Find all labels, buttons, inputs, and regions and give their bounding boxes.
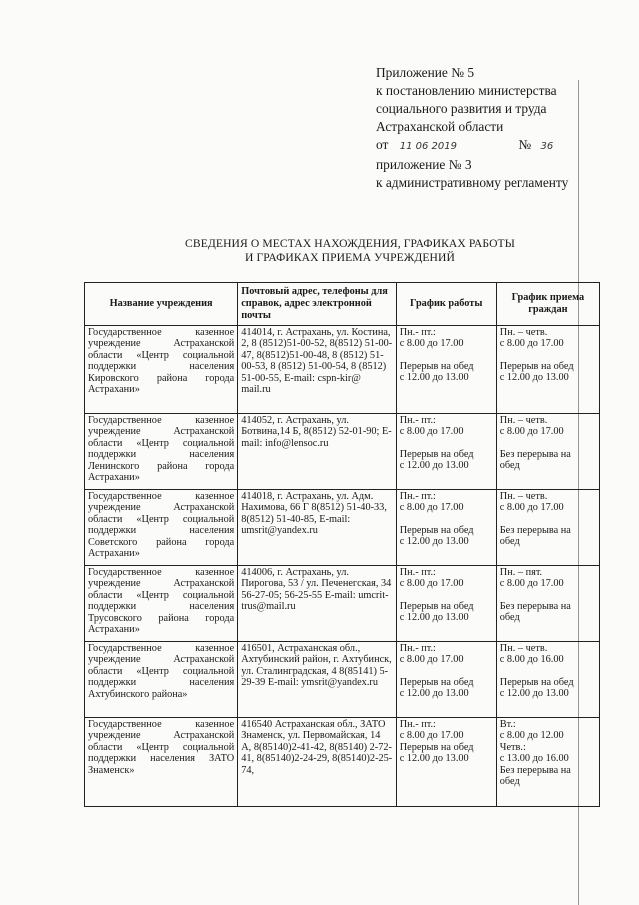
table-row	[85, 718, 600, 807]
work-hours: с 8.00 до 17.00	[399, 730, 464, 742]
institution-name: Государственное казенное учреждение Астраханской области «Центр социальной поддержки населения Ахтубинского района»	[85, 642, 238, 718]
appendix-date-line	[376, 136, 626, 156]
institution-address: 416540 Астраханская обл., ЗАТО Знаменск, ул. Первомайская, 14 А, 8(85140)2-41-42, 8(85140) 2-72-41, 8(85140)2-24-29, 8(85140)2-25-74,	[238, 718, 396, 807]
reception-days: Пн. – четв.	[499, 327, 548, 338]
work-schedule	[396, 326, 496, 414]
header-name: Название учреждения	[85, 283, 238, 326]
reception-days: Пн. – четв.	[499, 415, 548, 426]
work-break-hours: с 12.00 до 13.00	[399, 688, 469, 700]
work-days: Пн.- пт.:	[399, 491, 436, 502]
table-row	[85, 490, 600, 566]
reception-hours-tue: с 8.00 до 12.00	[499, 730, 564, 742]
reception-break-hours: с 12.00 до 13.00	[499, 688, 569, 700]
reception-schedule	[496, 642, 599, 718]
work-days: Пн.- пт.:	[399, 719, 436, 730]
appendix-line-6: приложение № 3	[376, 157, 472, 172]
institution-name: Государственное казенное учреждение Астраханской области «Центр социальной поддержки населения ЗАТО Знаменск»	[85, 718, 238, 807]
institution-address: 416501, Астраханская обл., Ахтубинский район, г. Ахтубинск, ул. Сталинградская, 4 8(85141) 5-29-39 E-mail: ymsrit@yandex.ru	[238, 642, 396, 718]
work-schedule	[396, 490, 496, 566]
work-break-label: Перерыв на обед	[399, 676, 474, 688]
institution-address: 414006, г. Астрахань, ул. Пирогова, 53 / ул. Печенегская, 34 56-27-05; 56-25-55 E-mail: umcrit-trus@mail.ru	[238, 566, 396, 642]
work-hours: с 8.00 до 17.00	[399, 338, 464, 350]
work-break-hours: с 12.00 до 13.00	[399, 753, 469, 765]
header-work-schedule: График работы	[396, 283, 496, 326]
appendix-line-4: Астраханской области	[376, 119, 504, 134]
handwritten-date: 11 06 2019	[399, 141, 457, 152]
handwritten-number: 36	[540, 141, 554, 152]
reception-break-label: Перерыв на обед	[499, 360, 574, 372]
work-hours: с 8.00 до 17.00	[399, 654, 464, 666]
reception-break-label: Без перерыва на	[499, 524, 571, 536]
reception-break-label: Без перерыва на	[499, 448, 571, 460]
reception-schedule	[496, 414, 599, 490]
work-break-label: Перерыв на обед	[399, 360, 474, 372]
work-break-hours: с 12.00 до 13.00	[399, 612, 469, 624]
header-address: Почтовый адрес, телефоны для справок, адрес электронной почты	[238, 283, 396, 326]
reception-schedule	[496, 718, 599, 807]
table-header-row	[85, 283, 600, 326]
institutions-table	[84, 282, 600, 807]
reception-break-label: Без перерыва на	[499, 600, 571, 612]
work-hours: с 8.00 до 17.00	[399, 578, 464, 590]
work-schedule	[396, 566, 496, 642]
reception-break-hours: обед	[499, 536, 520, 548]
institution-name: Государственное казенное учреждение Астраханской области «Центр социальной поддержки населения Кировского района города Астрахани»	[85, 326, 238, 414]
reception-hours: с 8.00 до 17.00	[499, 426, 564, 438]
reception-break-hours: с 12.00 до 13.00	[499, 372, 569, 384]
appendix-line-1: Приложение № 5	[376, 65, 475, 80]
institution-address: 414014, г. Астрахань, ул. Костина, 2, 8 (8512)51-00-52, 8(8512) 51-00-47, 8(8512)51-00-48, 8 (8512) 51-00-53, 8 (8512) 51-00-54, 8 (8512) 51-00-55, E-mail: cspn-kir@ mail.ru	[238, 326, 396, 414]
reception-break-label: Без перерыва на	[499, 764, 571, 776]
work-hours: с 8.00 до 17.00	[399, 502, 464, 514]
table-row	[85, 566, 600, 642]
institution-name: Государственное казенное учреждение Астраханской области «Центр социальной поддержки населения Трусовского района города Астрахани»	[85, 566, 238, 642]
work-break-label: Перерыв на обед	[399, 741, 474, 753]
table-row	[85, 414, 600, 490]
reception-days: Пн. – четв.	[499, 491, 548, 502]
reception-hours: с 8.00 до 17.00	[499, 502, 564, 514]
work-schedule	[396, 414, 496, 490]
number-prefix: №	[518, 137, 532, 152]
reception-days: Пн. – четв.	[499, 643, 548, 654]
reception-break-label: Перерыв на обед	[499, 676, 574, 688]
institution-address: 414052, г. Астрахань, ул. Ботвина,14 Б, 8(8512) 52-01-90; E-mail: info@lensoc.ru	[238, 414, 396, 490]
date-prefix: от	[376, 137, 389, 152]
appendix-block	[376, 64, 626, 192]
reception-day-tue: Вт.:	[499, 719, 516, 730]
reception-hours: с 8.00 до 17.00	[499, 578, 564, 590]
document-title	[90, 237, 610, 265]
reception-days: Пн. – пят.	[499, 567, 543, 578]
appendix-line-7: к административному регламенту	[376, 175, 569, 190]
work-days: Пн.- пт.:	[399, 415, 436, 426]
table-row	[85, 642, 600, 718]
appendix-line-2: к постановлению министерства	[376, 83, 557, 98]
reception-hours: с 8.00 до 16.00	[499, 654, 564, 666]
appendix-line-3: социального развития и труда	[376, 101, 547, 116]
title-line-2: И ГРАФИКАХ ПРИЕМА УЧРЕЖДЕНИЙ	[245, 251, 455, 264]
work-break-hours: с 12.00 до 13.00	[399, 372, 469, 384]
work-days: Пн.- пт.:	[399, 643, 436, 654]
institution-name: Государственное казенное учреждение Астраханской области «Центр социальной поддержки населения Советского района города Астрахани»	[85, 490, 238, 566]
work-break-label: Перерыв на обед	[399, 448, 474, 460]
work-break-hours: с 12.00 до 13.00	[399, 536, 469, 548]
work-days: Пн.- пт.:	[399, 327, 436, 338]
reception-hours-thu: с 13.00 до 16.00	[499, 753, 569, 765]
reception-break-hours: обед	[499, 612, 520, 624]
header-reception-schedule: График приема граждан	[496, 283, 599, 326]
work-break-hours: с 12.00 до 13.00	[399, 460, 469, 472]
work-days: Пн.- пт.:	[399, 567, 436, 578]
reception-schedule	[496, 566, 599, 642]
institution-address: 414018, г. Астрахань, ул. Адм. Нахимова, 66 Г 8(8512) 51-40-33, 8(8512) 51-40-85, E-mail: umsrit@yandex.ru	[238, 490, 396, 566]
reception-break-hours: обед	[499, 460, 520, 472]
reception-day-thu: Четв.:	[499, 741, 526, 753]
institution-name: Государственное казенное учреждение Астраханской области «Центр социальной поддержки населения Ленинского района города Астрахани»	[85, 414, 238, 490]
table-row	[85, 326, 600, 414]
work-schedule	[396, 642, 496, 718]
reception-break-hours: обед	[499, 776, 520, 788]
reception-schedule	[496, 490, 599, 566]
title-line-1: СВЕДЕНИЯ О МЕСТАХ НАХОЖДЕНИЯ, ГРАФИКАХ РАБОТЫ	[185, 237, 515, 250]
work-hours: с 8.00 до 17.00	[399, 426, 464, 438]
work-break-label: Перерыв на обед	[399, 600, 474, 612]
work-schedule	[396, 718, 496, 807]
reception-hours: с 8.00 до 17.00	[499, 338, 564, 350]
reception-schedule	[496, 326, 599, 414]
work-break-label: Перерыв на обед	[399, 524, 474, 536]
